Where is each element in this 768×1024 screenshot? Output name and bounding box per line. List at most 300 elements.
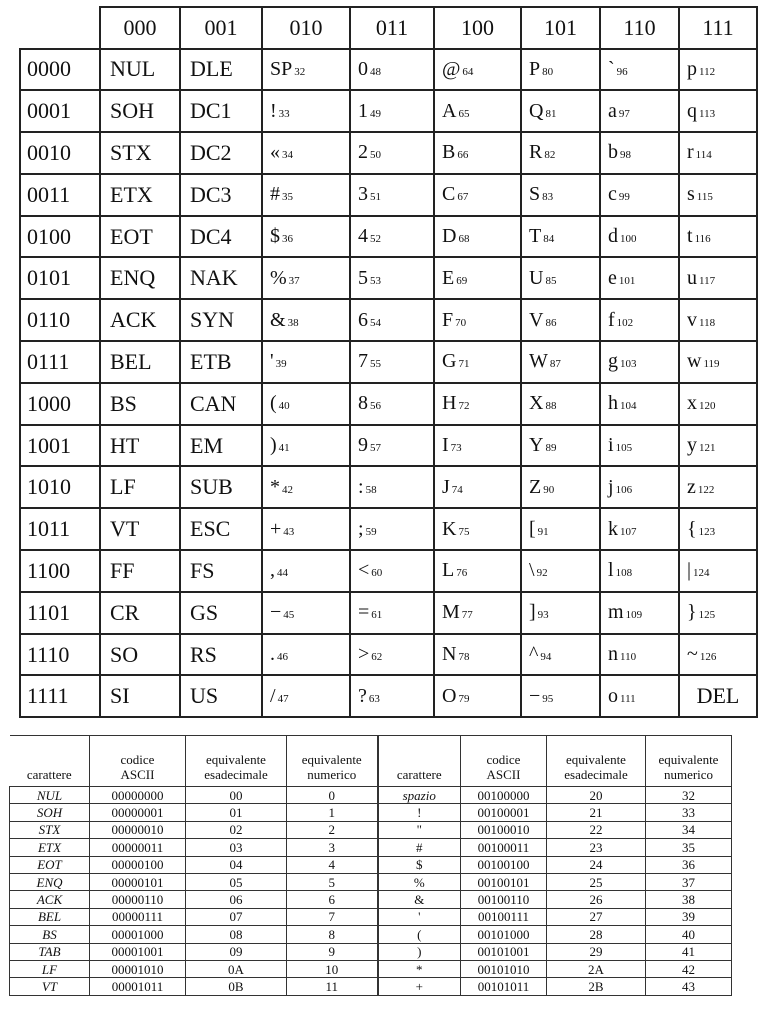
grid-char-code: 101 <box>618 274 636 287</box>
grid-char-symbol: ! <box>270 99 277 122</box>
grid-char-code: 49 <box>370 107 381 120</box>
grid-char-code: 55 <box>370 358 381 371</box>
grid-char-code: 121 <box>699 442 716 455</box>
grid-char-cell <box>262 216 350 258</box>
grid-char-cell <box>521 257 600 299</box>
decimal-value-right: 41 <box>646 943 732 960</box>
grid-char-code: 81 <box>545 107 557 120</box>
hex-value-right: 25 <box>547 873 646 890</box>
grid-char-cell <box>434 341 521 383</box>
grid-char-symbol: Q <box>529 99 544 122</box>
ascii-binary-left: 00000101 <box>90 873 186 890</box>
ascii-binary-right: 00100111 <box>461 908 547 925</box>
grid-char-cell <box>679 550 757 592</box>
grid-char-symbol: j <box>608 475 614 498</box>
grid-char-cell <box>521 634 600 676</box>
grid-char-code: 62 <box>371 651 383 664</box>
grid-char-code: 97 <box>618 107 630 120</box>
reference-table-section <box>0 732 768 1024</box>
grid-row <box>20 132 757 174</box>
grid-char-cell <box>679 90 757 132</box>
grid-char-cell <box>350 90 434 132</box>
grid-char-symbol: ) <box>270 434 277 457</box>
grid-char-symbol: 1 <box>358 99 368 122</box>
grid-char-code: 109 <box>625 609 643 622</box>
grid-char-cell <box>600 508 679 550</box>
decimal-value-left: 2 <box>287 821 378 838</box>
grid-char-symbol: 7 <box>358 350 368 373</box>
grid-column-header: 001 <box>180 7 262 49</box>
hex-value-right: 27 <box>547 908 646 925</box>
grid-char-cell <box>600 257 679 299</box>
grid-char-code: 102 <box>616 316 634 329</box>
grid-char-code: 86 <box>545 316 557 329</box>
grid-char-cell <box>350 174 434 216</box>
grid-char-symbol: n <box>608 643 618 666</box>
grid-char-cell <box>434 174 521 216</box>
hex-value-left: 05 <box>186 873 287 890</box>
grid-char-code: 36 <box>282 233 293 246</box>
grid-char-symbol: } <box>687 601 697 624</box>
grid-row-header: 1100 <box>20 550 100 592</box>
grid-char-symbol: a <box>608 99 617 122</box>
grid-row-header: 0000 <box>20 49 100 91</box>
header-text: codice <box>486 752 521 767</box>
grid-control-char: RS <box>180 634 262 676</box>
grid-char-symbol: p <box>687 57 697 80</box>
grid-column-header: 110 <box>600 7 679 49</box>
reference-row <box>10 978 732 995</box>
ascii-binary-left: 00000000 <box>90 787 186 804</box>
grid-control-char: DLE <box>180 49 262 91</box>
ascii-binary-right: 00100010 <box>461 821 547 838</box>
decimal-value-right: 36 <box>646 856 732 873</box>
header-text: equivalente <box>301 752 362 767</box>
grid-char-code: 107 <box>620 525 637 538</box>
grid-char-cell <box>600 592 679 634</box>
grid-char-symbol: 4 <box>358 225 368 248</box>
grid-control-char: VT <box>100 508 180 550</box>
grid-char-code: 124 <box>693 567 710 580</box>
grid-control-char: SO <box>100 634 180 676</box>
grid-char-cell <box>521 466 600 508</box>
grid-row-header: 0011 <box>20 174 100 216</box>
grid-char-cell <box>600 383 679 425</box>
grid-char-cell <box>262 341 350 383</box>
grid-char-code: 59 <box>365 525 377 538</box>
grid-control-char: ETX <box>100 174 180 216</box>
grid-char-code: 57 <box>370 442 381 455</box>
grid-char-code: 112 <box>699 65 716 78</box>
grid-char-cell <box>521 216 600 258</box>
ascii-binary-right: 00101000 <box>461 926 547 943</box>
decimal-value-right: 37 <box>646 873 732 890</box>
grid-row-header: 1101 <box>20 592 100 634</box>
grid-char-symbol: & <box>270 308 286 331</box>
grid-char-cell <box>262 299 350 341</box>
char-name-left: SOH <box>10 804 90 821</box>
ascii-binary-right: 00101010 <box>461 960 547 977</box>
decimal-value-left: 7 <box>287 908 378 925</box>
header-carattere-right: carattere <box>378 736 461 787</box>
grid-control-char: EM <box>180 425 262 467</box>
grid-char-symbol: d <box>608 225 618 248</box>
grid-char-code: 33 <box>278 107 290 120</box>
grid-char-cell <box>262 257 350 299</box>
grid-char-cell <box>262 508 350 550</box>
decimal-value-right: 33 <box>646 804 732 821</box>
grid-char-cell <box>434 466 521 508</box>
grid-char-code: 45 <box>283 609 295 622</box>
grid-control-char: DC3 <box>180 174 262 216</box>
header-equiv-num-right <box>646 736 732 787</box>
header-text: numerico <box>663 767 714 782</box>
grid-char-symbol: Y <box>529 434 544 457</box>
grid-char-cell <box>262 90 350 132</box>
grid-row-header: 0110 <box>20 299 100 341</box>
grid-char-symbol: > <box>358 643 370 666</box>
grid-char-code: 32 <box>294 65 306 78</box>
grid-row-header: 1111 <box>20 675 100 717</box>
grid-column-header: 101 <box>521 7 600 49</box>
ascii-binary-left: 00000100 <box>90 856 186 873</box>
grid-char-cell <box>350 550 434 592</box>
grid-char-cell <box>262 132 350 174</box>
char-name-left: BEL <box>10 908 90 925</box>
grid-char-cell <box>350 341 434 383</box>
grid-char-symbol: 3 <box>358 183 368 206</box>
grid-control-char: US <box>180 675 262 717</box>
grid-char-cell <box>350 592 434 634</box>
grid-char-code: 38 <box>287 316 299 329</box>
decimal-value-left: 5 <box>287 873 378 890</box>
grid-column-header: 000 <box>100 7 180 49</box>
grid-char-code: 94 <box>540 651 552 664</box>
hex-value-right: 21 <box>547 804 646 821</box>
ascii-binary-left: 00001010 <box>90 960 186 977</box>
grid-char-symbol: z <box>687 475 696 498</box>
char-name-left: TAB <box>10 943 90 960</box>
reference-row <box>10 908 732 925</box>
grid-char-symbol: C <box>442 183 456 206</box>
grid-control-char: NUL <box>100 49 180 91</box>
grid-char-code: 106 <box>615 483 633 496</box>
header-text: ASCII <box>486 767 521 782</box>
grid-control-char: CAN <box>180 383 262 425</box>
char-right: % <box>378 873 461 890</box>
grid-row-header: 1001 <box>20 425 100 467</box>
header-text: equivalente <box>658 752 719 767</box>
grid-char-symbol: l <box>608 559 614 582</box>
decimal-value-left: 9 <box>287 943 378 960</box>
grid-row <box>20 90 757 132</box>
grid-char-symbol: J <box>442 475 450 498</box>
grid-char-cell <box>521 299 600 341</box>
grid-column-header: 100 <box>434 7 521 49</box>
char-name-left: STX <box>10 821 90 838</box>
hex-value-left: 08 <box>186 926 287 943</box>
hex-value-right: 28 <box>547 926 646 943</box>
grid-char-symbol: \ <box>529 559 535 582</box>
grid-char-symbol: L <box>442 559 455 582</box>
grid-char-symbol: < <box>358 559 370 582</box>
grid-char-cell <box>600 299 679 341</box>
decimal-value-left: 10 <box>287 960 378 977</box>
grid-char-code: 118 <box>699 316 716 329</box>
grid-char-symbol: 6 <box>358 308 368 331</box>
char-right: & <box>378 891 461 908</box>
grid-row <box>20 257 757 299</box>
grid-control-char: CR <box>100 592 180 634</box>
grid-char-code: 111 <box>620 692 636 705</box>
header-text: ASCII <box>120 767 155 782</box>
grid-control-char: STX <box>100 132 180 174</box>
grid-char-cell <box>679 341 757 383</box>
hex-value-left: 02 <box>186 821 287 838</box>
grid-char-code: 51 <box>370 191 381 204</box>
grid-char-cell <box>521 341 600 383</box>
hex-value-right: 26 <box>547 891 646 908</box>
grid-char-symbol: X <box>529 392 544 415</box>
grid-char-cell <box>350 508 434 550</box>
grid-char-code: 67 <box>457 191 469 204</box>
grid-char-code: 98 <box>620 149 631 162</box>
decimal-value-left: 1 <box>287 804 378 821</box>
grid-char-code: 50 <box>370 149 381 162</box>
grid-char-code: 103 <box>620 358 637 371</box>
grid-char-symbol: P <box>529 57 541 80</box>
grid-char-code: 35 <box>282 191 293 204</box>
grid-char-cell <box>521 425 600 467</box>
grid-char-symbol: m <box>608 601 624 624</box>
grid-char-code: 71 <box>458 358 470 371</box>
grid-char-code: 75 <box>458 525 470 538</box>
grid-control-char: ESC <box>180 508 262 550</box>
grid-char-cell <box>350 132 434 174</box>
decimal-value-right: 35 <box>646 839 732 856</box>
decimal-value-left: 0 <box>287 787 378 804</box>
grid-char-cell <box>434 299 521 341</box>
grid-control-char: DC2 <box>180 132 262 174</box>
grid-char-code: 66 <box>457 149 469 162</box>
grid-char-code: 77 <box>461 609 473 622</box>
char-right: spazio <box>378 787 461 804</box>
decimal-value-left: 6 <box>287 891 378 908</box>
ascii-reference-table <box>9 735 732 996</box>
grid-char-cell <box>350 257 434 299</box>
grid-control-char: SI <box>100 675 180 717</box>
char-name-left: BS <box>10 926 90 943</box>
grid-char-code: 56 <box>370 400 381 413</box>
grid-char-cell <box>679 383 757 425</box>
grid-char-symbol: − <box>270 601 282 624</box>
grid-char-code: 70 <box>455 316 467 329</box>
grid-char-code: 79 <box>458 692 470 705</box>
grid-row <box>20 675 757 717</box>
grid-char-code: 65 <box>458 107 470 120</box>
grid-char-code: 43 <box>283 525 295 538</box>
ascii-binary-left: 00000011 <box>90 839 186 856</box>
header-codice-ascii-left <box>90 736 186 787</box>
decimal-value-left: 4 <box>287 856 378 873</box>
ascii-binary-left: 00000010 <box>90 821 186 838</box>
grid-char-symbol: x <box>687 392 697 415</box>
grid-char-cell <box>434 383 521 425</box>
grid-char-code: 120 <box>699 400 716 413</box>
grid-char-code: 73 <box>450 442 462 455</box>
grid-char-cell <box>600 132 679 174</box>
grid-char-symbol: 5 <box>358 266 368 289</box>
grid-char-cell <box>679 257 757 299</box>
grid-char-code: 96 <box>616 65 628 78</box>
grid-char-symbol: − <box>529 684 541 707</box>
grid-char-symbol: S <box>529 183 541 206</box>
header-text: codice <box>120 752 155 767</box>
ascii-binary-right: 00100110 <box>461 891 547 908</box>
grid-row-header: 0100 <box>20 216 100 258</box>
grid-char-symbol: i <box>608 434 614 457</box>
char-name-left: ENQ <box>10 873 90 890</box>
grid-char-symbol: ' <box>270 350 274 373</box>
grid-char-cell <box>262 634 350 676</box>
grid-char-code: 78 <box>458 651 470 664</box>
grid-char-symbol: g <box>608 350 618 373</box>
grid-char-symbol: ` <box>608 57 615 80</box>
grid-char-code: 48 <box>370 65 381 78</box>
hex-value-left: 00 <box>186 787 287 804</box>
grid-char-symbol: E <box>442 266 455 289</box>
grid-char-cell <box>600 466 679 508</box>
grid-char-symbol: 2 <box>358 141 368 164</box>
grid-char-cell <box>350 49 434 91</box>
decimal-value-right: 40 <box>646 926 732 943</box>
grid-char-cell <box>262 174 350 216</box>
grid-char-code: 63 <box>368 692 380 705</box>
grid-header-row <box>20 7 757 49</box>
grid-row <box>20 383 757 425</box>
grid-char-symbol: b <box>608 141 618 164</box>
reference-row <box>10 926 732 943</box>
header-equiv-num-left <box>287 736 378 787</box>
grid-char-code: 110 <box>620 651 637 664</box>
grid-char-symbol: : <box>358 475 364 498</box>
grid-char-cell <box>600 341 679 383</box>
decimal-value-left: 8 <box>287 926 378 943</box>
grid-control-char: DC1 <box>180 90 262 132</box>
grid-char-code: 34 <box>282 149 293 162</box>
grid-row <box>20 49 757 91</box>
grid-char-cell <box>600 425 679 467</box>
grid-char-cell <box>350 299 434 341</box>
hex-value-right: 29 <box>547 943 646 960</box>
grid-control-char: BS <box>100 383 180 425</box>
decimal-value-right: 32 <box>646 787 732 804</box>
grid-char-symbol: @ <box>442 57 461 80</box>
grid-char-cell <box>521 508 600 550</box>
hex-value-right: 24 <box>547 856 646 873</box>
grid-char-symbol: r <box>687 141 694 164</box>
grid-char-code: 95 <box>542 692 554 705</box>
grid-char-code: 119 <box>703 358 720 371</box>
grid-char-symbol: SP <box>270 57 293 80</box>
decimal-value-right: 39 <box>646 908 732 925</box>
grid-control-char: LF <box>100 466 180 508</box>
grid-char-symbol: + <box>270 517 282 540</box>
grid-char-cell <box>600 550 679 592</box>
hex-value-right: 2B <box>547 978 646 995</box>
reference-row <box>10 960 732 977</box>
grid-char-cell <box>521 592 600 634</box>
grid-char-symbol: ( <box>270 392 277 415</box>
grid-char-code: 40 <box>278 400 290 413</box>
grid-char-symbol: o <box>608 684 618 707</box>
grid-char-cell <box>679 299 757 341</box>
grid-char-symbol: N <box>442 643 457 666</box>
grid-char-code: 74 <box>451 483 463 496</box>
hex-value-left: 07 <box>186 908 287 925</box>
reference-row <box>10 839 732 856</box>
header-carattere-left: carattere <box>10 736 90 787</box>
grid-char-code: 83 <box>542 191 554 204</box>
reference-row <box>10 873 732 890</box>
grid-row-header: 1010 <box>20 466 100 508</box>
grid-char-code: 87 <box>549 358 561 371</box>
reference-row <box>10 787 732 804</box>
ascii-grid-table <box>19 6 758 718</box>
grid-control-char: BEL <box>100 341 180 383</box>
grid-char-code: 115 <box>696 191 713 204</box>
grid-char-cell <box>679 132 757 174</box>
grid-char-cell <box>521 132 600 174</box>
grid-char-cell <box>262 592 350 634</box>
char-right: * <box>378 960 461 977</box>
grid-row <box>20 299 757 341</box>
grid-char-symbol: = <box>358 601 370 624</box>
grid-char-symbol: ? <box>358 684 367 707</box>
grid-char-cell <box>434 675 521 717</box>
reference-row <box>10 943 732 960</box>
grid-row <box>20 592 757 634</box>
grid-char-symbol: u <box>687 266 697 289</box>
grid-char-cell <box>679 634 757 676</box>
grid-char-cell <box>521 49 600 91</box>
hex-value-right: 20 <box>547 787 646 804</box>
hex-value-left: 09 <box>186 943 287 960</box>
decimal-value-right: 38 <box>646 891 732 908</box>
grid-char-cell <box>262 383 350 425</box>
header-text: esadecimale <box>204 767 268 782</box>
grid-char-code: 37 <box>288 274 300 287</box>
grid-char-symbol: / <box>270 684 276 707</box>
grid-char-cell <box>600 90 679 132</box>
grid-char-symbol: q <box>687 99 697 122</box>
grid-char-cell <box>600 174 679 216</box>
grid-row <box>20 466 757 508</box>
char-name-left: EOT <box>10 856 90 873</box>
grid-char-cell <box>679 466 757 508</box>
grid-char-cell <box>679 425 757 467</box>
char-right: + <box>378 978 461 995</box>
grid-char-cell <box>350 634 434 676</box>
reference-header-row <box>10 736 732 787</box>
grid-char-symbol: « <box>270 141 280 164</box>
ascii-binary-right: 00100000 <box>461 787 547 804</box>
grid-char-cell <box>679 508 757 550</box>
grid-control-char: GS <box>180 592 262 634</box>
grid-char-symbol: v <box>687 308 697 331</box>
hex-value-left: 0B <box>186 978 287 995</box>
grid-char-code: 123 <box>698 525 716 538</box>
